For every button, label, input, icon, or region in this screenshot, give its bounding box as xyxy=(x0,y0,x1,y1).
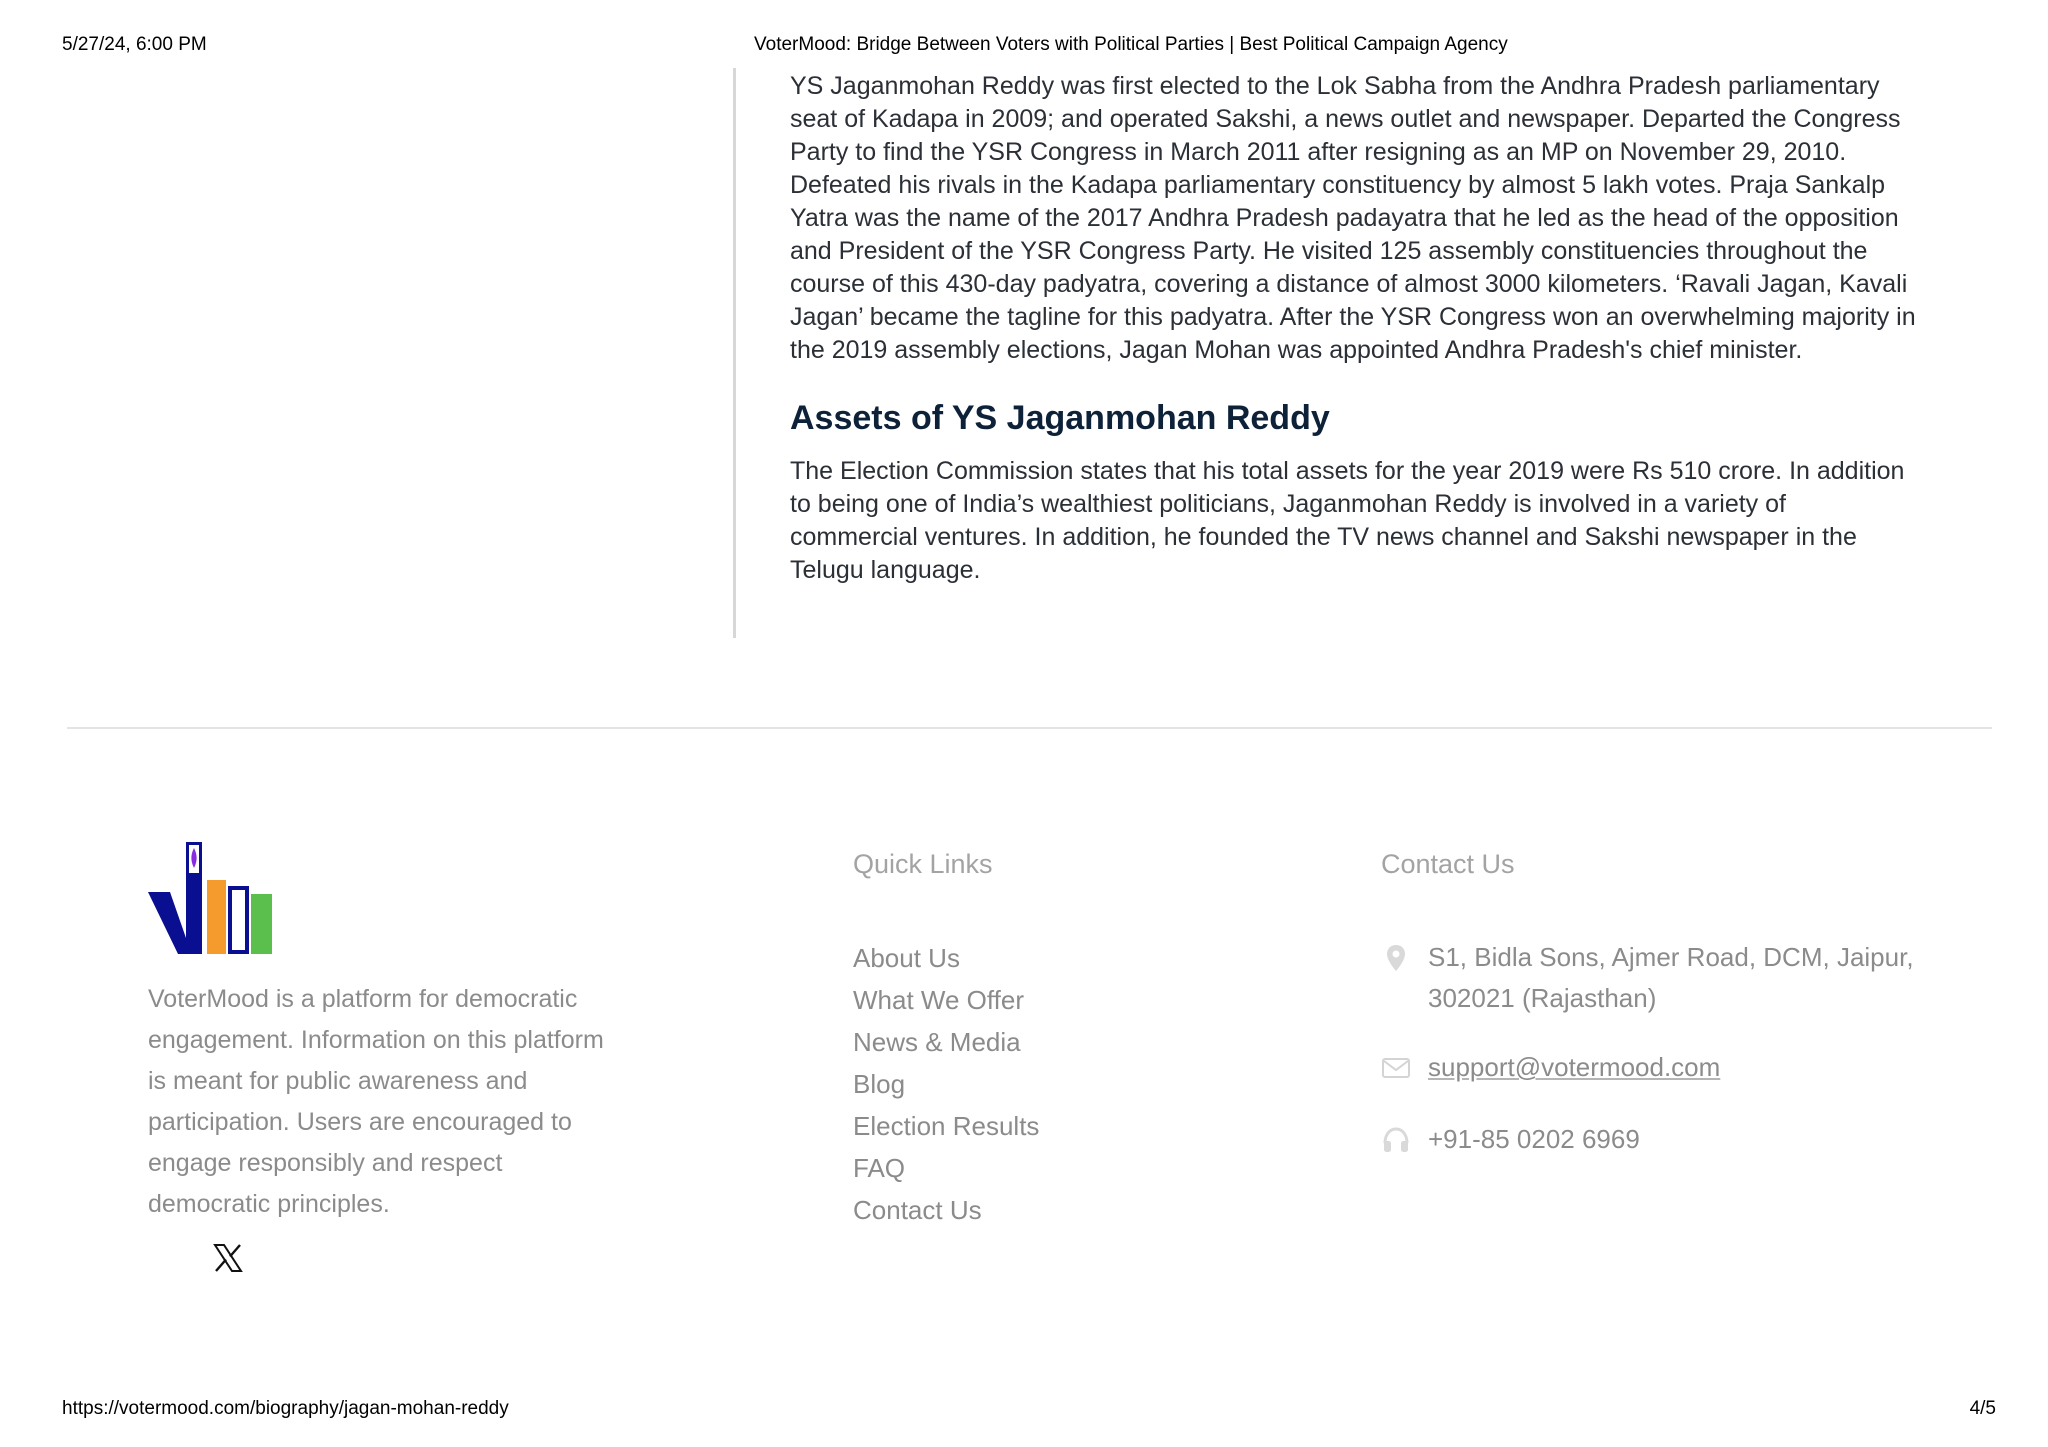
footer-about-text: VoterMood is a platform for democratic engagement. Information on this platform is meant for public awareness and participation. Users are encouraged to engage responsibly and respect democratic principles. xyxy=(148,985,604,1218)
quick-link-what-we-offer[interactable]: What We Offer xyxy=(853,985,1024,1015)
print-header-date: 5/27/24, 6:00 PM xyxy=(62,34,207,55)
contact-address-text: S1, Bidla Sons, Ajmer Road, DCM, Jaipur, 302021 (Rajasthan) xyxy=(1428,942,1914,1013)
article-body xyxy=(790,70,1920,587)
quick-link-election-results[interactable]: Election Results xyxy=(853,1111,1040,1141)
quick-link-about-us[interactable]: About Us xyxy=(853,943,960,973)
quick-links-title: Quick Links xyxy=(853,849,993,879)
contact-us-title: Contact Us xyxy=(1381,849,1515,879)
print-footer-url: https://votermood.com/biography/jagan-mohan-reddy xyxy=(62,1398,509,1419)
votermood-logo[interactable] xyxy=(148,838,272,954)
location-pin-icon xyxy=(1381,943,1411,973)
footer-divider xyxy=(67,727,1992,729)
contact-email-link[interactable]: support@votermood.com xyxy=(1428,1052,1721,1082)
assets-heading: Assets of YS Jaganmohan Reddy xyxy=(790,399,1330,437)
contact-address xyxy=(1381,937,1948,1019)
assets-paragraph: The Election Commission states that his total assets for the year 2019 were Rs 510 crore. In addition to being one of India’s wealthiest politicians, Jaganmohan Reddy is involved in a variety of commercial ventures. In addition, he founded the TV news channel and Sakshi newspaper in the Telugu language. xyxy=(790,457,1905,584)
mail-icon xyxy=(1381,1053,1411,1083)
print-footer-page-number: 4/5 xyxy=(1969,1398,1996,1419)
quick-link-contact-us[interactable]: Contact Us xyxy=(853,1195,982,1225)
contact-phone-text[interactable]: +91-85 0202 6969 xyxy=(1428,1124,1640,1154)
content-divider xyxy=(733,68,736,638)
quick-link-blog[interactable]: Blog xyxy=(853,1069,906,1099)
print-header-title: VoterMood: Bridge Between Voters with Political Parties | Best Political Campaign Agency xyxy=(754,34,1508,55)
quick-links-list xyxy=(853,937,1039,1231)
quick-link-news-media[interactable]: News & Media xyxy=(853,1027,1021,1057)
contact-phone[interactable] xyxy=(1381,1119,1640,1160)
headset-icon xyxy=(1381,1125,1411,1155)
article-intro-paragraph: YS Jaganmohan Reddy was first elected to the Lok Sabha from the Andhra Pradesh parliamentary seat of Kadapa in 2009; and operated Sakshi, a news outlet and newspaper. Departed the Congress Party to find the YSR Congress in March 2011 after resigning as an MP on November 29, 2010. Defeated his rivals in the Kadapa parliamentary constituency by almost 5 lakh votes. Praja Sankalp Yatra was the name of the 2017 Andhra Pradesh padayatra that he led as the head of the opposition and President of the YSR Congress Party. He visited 125 assembly constituencies throughout the course of this 430-day padyatra, covering a distance of almost 3000 kilometers. ‘Ravali Jagan, Kavali Jagan’ became the tagline for this padyatra. After the YSR Congress won an overwhelming majority in the 2019 assembly elections, Jagan Mohan was appointed Andhra Pradesh's chief minister. xyxy=(790,72,1916,364)
x-twitter-icon[interactable] xyxy=(213,1243,243,1273)
contact-email[interactable] xyxy=(1381,1047,1720,1088)
quick-link-faq[interactable]: FAQ xyxy=(853,1153,906,1183)
